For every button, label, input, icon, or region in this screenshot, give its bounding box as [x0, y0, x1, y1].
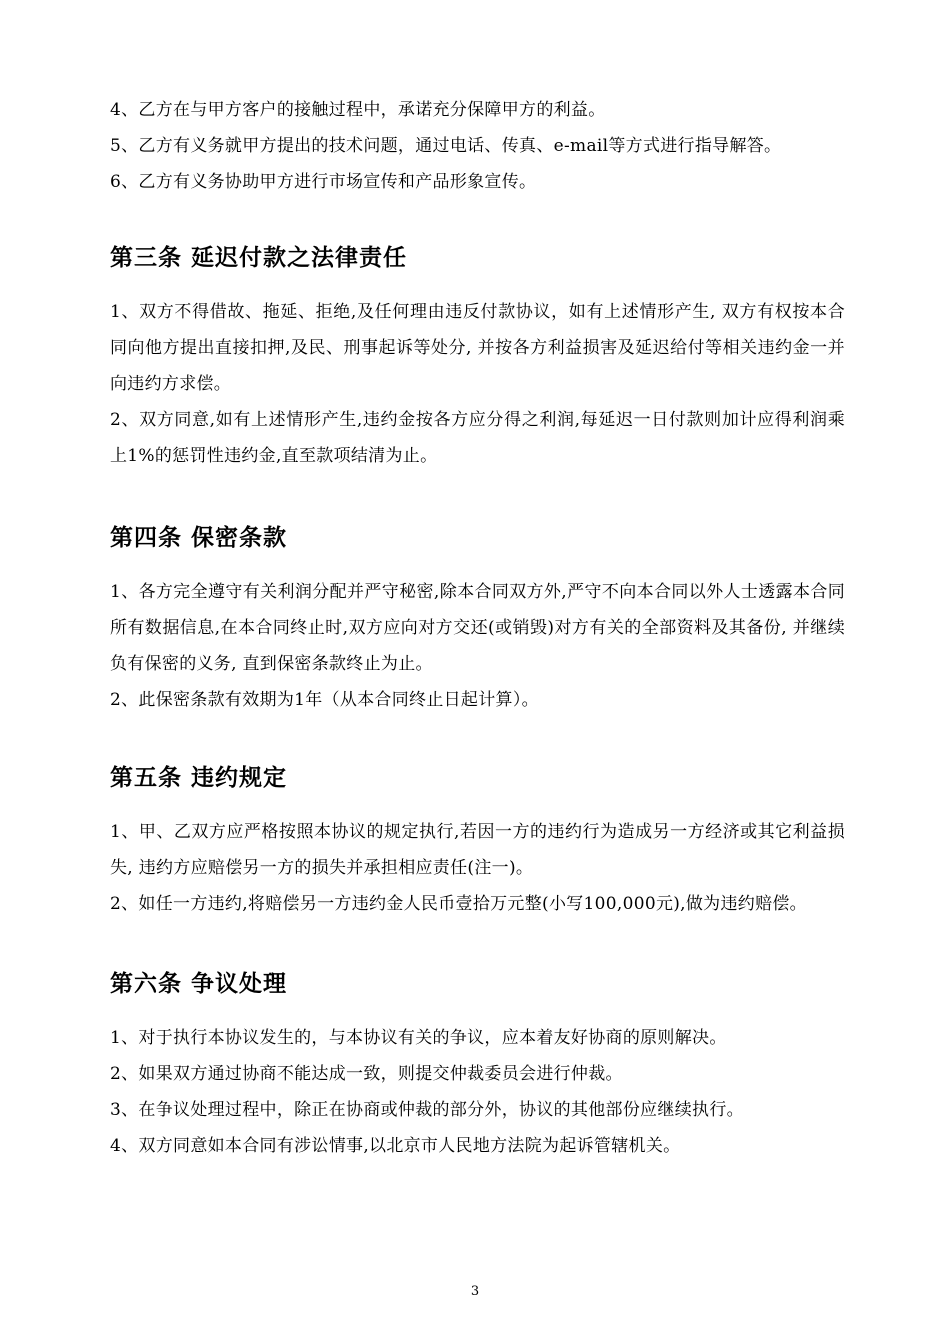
- clause-item: 1、各方完全遵守有关利润分配并严守秘密,除本合同双方外,严守不向本合同以外人士透露本合同所有数据信息,在本合同终止时,双方应向对方交还(或销毁)对方有关的全部资料及其备份, 并继续负有保密的义务, 直到保密条款终止为止。: [110, 582, 845, 674]
- section-article-3: [110, 238, 845, 474]
- section-title: 第六条 争议处理: [110, 971, 288, 997]
- section-title: 第四条 保密条款: [110, 525, 288, 551]
- clause-item: 1、对于执行本协议发生的，与本协议有关的争议，应本着友好协商的原则解决。: [110, 1028, 727, 1048]
- section-article-4: [110, 518, 845, 718]
- clause-item: 2、如果双方通过协商不能达成一致，则提交仲裁委员会进行仲裁。: [110, 1064, 623, 1084]
- section-title: 第五条 违约规定: [110, 765, 288, 791]
- section-article-6: [110, 964, 845, 1164]
- section-article-5: [110, 758, 845, 922]
- clause-item: 1、甲、乙双方应严格按照本协议的规定执行,若因一方的违约行为造成另一方经济或其它利益损失, 违约方应赔偿另一方的损失并承担相应责任(注一)。: [110, 822, 845, 878]
- clause-item: 5、乙方有义务就甲方提出的技术问题，通过电话、传真、e-mail等方式进行指导解答。: [110, 136, 782, 156]
- clause-item: 1、双方不得借故、拖延、拒绝,及任何理由违反付款协议，如有上述情形产生, 双方有权按本合同向他方提出直接扣押,及民、刑事起诉等处分, 并按各方利益损害及延迟给付等相关违约金一并向违约方求偿。: [110, 302, 845, 394]
- section-title: 第三条 延迟付款之法律责任: [110, 245, 408, 271]
- page-number: 3: [470, 1284, 480, 1299]
- clause-item: 2、如任一方违约,将赔偿另一方违约金人民币壹拾万元整(小写100,000元),做为违约赔偿。: [110, 894, 807, 914]
- clause-item: 6、乙方有义务协助甲方进行市场宣传和产品形象宣传。: [110, 172, 537, 192]
- clause-item: 4、乙方在与甲方客户的接触过程中，承诺充分保障甲方的利益。: [110, 100, 606, 120]
- clause-item: 2、此保密条款有效期为1年（从本合同终止日起计算）。: [110, 690, 539, 710]
- clause-item: 2、双方同意,如有上述情形产生,违约金按各方应分得之利润,每延迟一日付款则加计应得利润乘上1%的惩罚性违约金,直至款项结清为止。: [110, 410, 845, 466]
- clause-item: 3、在争议处理过程中，除正在协商或仲裁的部分外，协议的其他部份应继续执行。: [110, 1100, 744, 1120]
- clause-item: 4、双方同意如本合同有涉讼情事,以北京市人民地方法院为起诉管辖机关。: [110, 1136, 681, 1156]
- obligations-continued: [110, 92, 845, 200]
